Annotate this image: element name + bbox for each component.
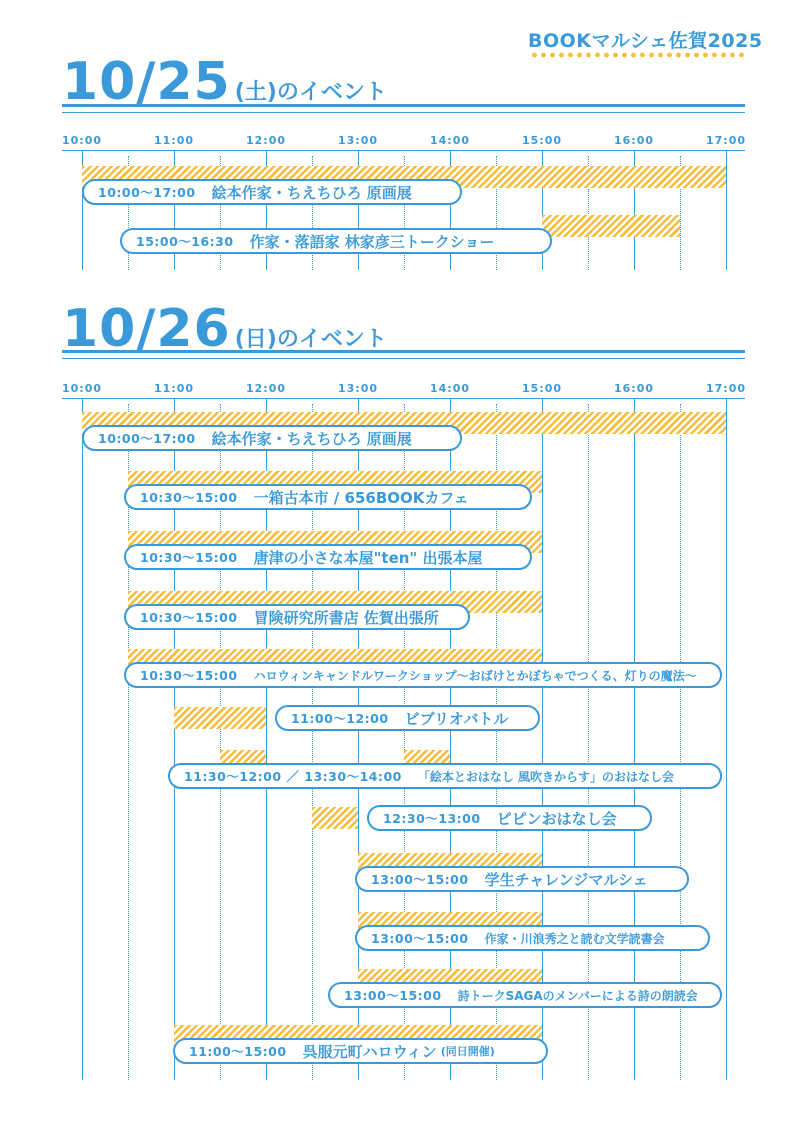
event-time: 11:30〜12:00 ／ 13:30〜14:00 — [184, 769, 402, 784]
event-time: 10:30〜15:00 — [140, 550, 238, 565]
brand-dot-underline — [530, 52, 744, 58]
event-name: ピピンおはなし会 — [496, 809, 617, 828]
event-pill — [168, 763, 722, 789]
day-weekday: (日) — [234, 327, 277, 352]
event-time: 10:30〜15:00 — [140, 490, 238, 505]
day-title — [62, 52, 387, 112]
half-hour-gridline — [680, 404, 681, 1080]
timeline-axis — [62, 150, 745, 151]
event-pill — [124, 484, 532, 510]
section-divider — [62, 104, 745, 113]
event-time-bar — [174, 707, 266, 729]
time-label: 16:00 — [613, 382, 655, 395]
time-label: 15:00 — [521, 382, 563, 395]
event-name: 詩トークSAGAのメンバーによる詩の朗読会 — [457, 988, 698, 1003]
time-label: 11:00 — [153, 134, 195, 147]
time-label: 12:00 — [245, 382, 287, 395]
hour-gridline — [726, 150, 727, 270]
time-label: 17:00 — [705, 382, 747, 395]
brand-logo: BOOKマルシェ佐賀2025 — [528, 30, 763, 52]
time-label: 16:00 — [613, 134, 655, 147]
event-name: 唐津の小さな本屋"ten" 出張本屋 — [253, 548, 483, 567]
event-name: 「絵本とおはなし 風吹きからす」のおはなし会 — [417, 769, 675, 784]
event-time: 11:00〜12:00 — [291, 711, 389, 726]
hour-gridline — [82, 398, 83, 1080]
event-name: 呉服元町ハロウィン — [302, 1042, 437, 1061]
event-pill — [120, 228, 552, 254]
time-label: 12:00 — [245, 134, 287, 147]
day-date: 10/26 — [62, 299, 231, 359]
time-label: 13:00 — [337, 134, 379, 147]
time-label: 17:00 — [705, 134, 747, 147]
event-name: 作家・川浪秀之と読む文学読書会 — [484, 931, 665, 946]
event-name: 冒険研究所書店 佐賀出張所 — [253, 608, 439, 627]
hour-gridline — [542, 398, 543, 1080]
event-note: (同日開催) — [440, 1045, 495, 1058]
event-time: 10:30〜15:00 — [140, 668, 238, 683]
section-divider — [62, 350, 745, 359]
event-name: 一箱古本市 / 656BOOKカフェ — [253, 488, 469, 507]
event-pill — [355, 866, 689, 892]
event-pill — [124, 604, 470, 630]
time-label: 14:00 — [429, 382, 471, 395]
hour-gridline — [634, 398, 635, 1080]
event-time: 13:00〜15:00 — [344, 988, 442, 1003]
event-time: 13:00〜15:00 — [371, 872, 469, 887]
event-name: 作家・落語家 林家彦三トークショー — [249, 232, 495, 251]
day-title-suffix: のイベント — [276, 327, 387, 352]
event-time: 12:30〜13:00 — [383, 811, 481, 826]
time-label: 10:00 — [61, 382, 103, 395]
half-hour-gridline — [588, 404, 589, 1080]
event-pill — [173, 1038, 548, 1064]
day-title-suffix: のイベント — [276, 80, 387, 105]
event-time-bar — [542, 215, 680, 237]
event-pill — [367, 805, 652, 831]
event-name: ビブリオバトル — [404, 709, 509, 728]
time-label: 15:00 — [521, 134, 563, 147]
event-name: 絵本作家・ちえちひろ 原画展 — [211, 429, 412, 448]
event-pill — [82, 179, 462, 205]
time-label: 14:00 — [429, 134, 471, 147]
event-time: 13:00〜15:00 — [371, 931, 469, 946]
event-name: ハロウィンキャンドルワークショップ〜おばけとかぼちゃでつくる、灯りの魔法〜 — [253, 668, 697, 683]
time-label: 10:00 — [61, 134, 103, 147]
event-time: 10:30〜15:00 — [140, 610, 238, 625]
event-pill — [355, 925, 710, 951]
event-time: 10:00〜17:00 — [98, 431, 196, 446]
day-weekday: (土) — [234, 80, 277, 105]
day-date: 10/25 — [62, 52, 231, 112]
event-pill — [124, 544, 532, 570]
event-time: 10:00〜17:00 — [98, 185, 196, 200]
event-name: 学生チャレンジマルシェ — [484, 870, 648, 889]
event-time-bar — [312, 807, 358, 829]
timeline-axis — [62, 398, 745, 399]
time-label: 13:00 — [337, 382, 379, 395]
time-label: 11:00 — [153, 382, 195, 395]
event-pill — [82, 425, 462, 451]
event-time: 15:00〜16:30 — [136, 234, 234, 249]
event-pill — [275, 705, 540, 731]
event-name: 絵本作家・ちえちひろ 原画展 — [211, 183, 412, 202]
hour-gridline — [726, 398, 727, 1080]
event-pill — [328, 982, 722, 1008]
event-time: 11:00〜15:00 — [189, 1044, 287, 1059]
event-pill — [124, 662, 722, 688]
